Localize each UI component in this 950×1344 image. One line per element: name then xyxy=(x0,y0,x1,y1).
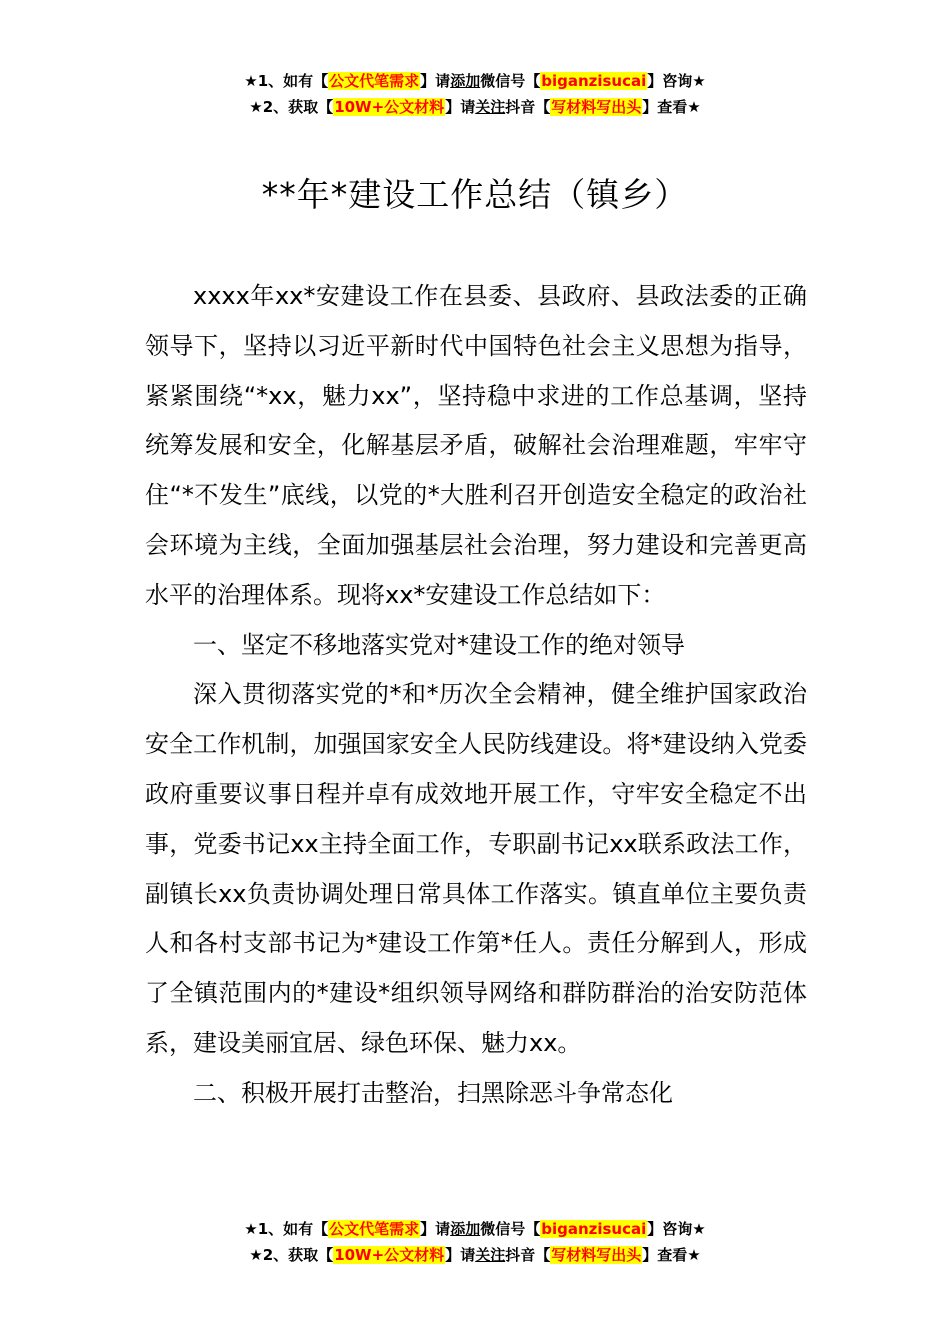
document-title: **年*建设工作总结（镇乡） xyxy=(261,175,689,214)
banner-highlight: 10W+公文材料 xyxy=(334,98,445,116)
banner-underlined: 添加 xyxy=(450,72,481,90)
banner-text: 】查看★ xyxy=(642,1246,701,1264)
banner-text: ★2、获取【 xyxy=(249,98,334,116)
bottom-banner xyxy=(0,1216,950,1268)
banner-highlight: 写材料写出头 xyxy=(551,1246,642,1264)
banner-underlined: 添加 xyxy=(450,1220,481,1238)
banner-text: 】请 xyxy=(420,1220,451,1238)
banner-underlined: 关注 xyxy=(475,1246,506,1264)
banner-line-1 xyxy=(0,68,950,94)
banner-underlined: 关注 xyxy=(475,98,506,116)
banner-highlight: 公文代笔需求 xyxy=(329,1220,420,1238)
banner-highlight: 10W+公文材料 xyxy=(334,1246,445,1264)
banner-text: ★1、如有【 xyxy=(244,72,329,90)
banner-text: 抖音【 xyxy=(505,98,551,116)
banner-text: 抖音【 xyxy=(505,1246,551,1264)
document-body xyxy=(145,272,807,1119)
banner-text: 】请 xyxy=(445,98,476,116)
banner-text: 】咨询★ xyxy=(647,72,706,90)
banner-text: ★1、如有【 xyxy=(244,1220,329,1238)
banner-line-2 xyxy=(0,1242,950,1268)
banner-text: ★2、获取【 xyxy=(249,1246,334,1264)
banner-text: 】咨询★ xyxy=(647,1220,706,1238)
banner-highlight: 公文代笔需求 xyxy=(329,72,420,90)
paragraph-intro: xxxx年xx*安建设工作在县委、县政府、县政法委的正确领导下，坚持以习近平新时代中国特色社会主义思想为指导，紧紧围绕“*xx，魅力xx”，坚持稳中求进的工作总基调，坚持统筹发展和安全，化解基层矛盾，破解社会治理难题，牢牢守住“*不发生”底线，以党的*大胜利召开创造安全稳定的政治社会环境为主线，全面加强基层社会治理，努力建设和完善更高水平的治理体系。现将xx*安建设工作总结如下： xyxy=(145,282,807,609)
banner-highlight: biganzisucai xyxy=(541,1220,647,1238)
paragraph-section-1: 深入贯彻落实党的*和*历次全会精神，健全维护国家政治安全工作机制，加强国家安全人民防线建设。将*建设纳入党委政府重要议事日程并卓有成效地开展工作，守牢安全稳定不出事，党委书记xx主持全面工作，专职副书记xx联系政法工作，副镇长xx负责协调处理日常具体工作落实。镇直单位主要负责人和各村支部书记为*建设工作第*任人。责任分解到人，形成了全镇范围内的*建设*组织领导网络和群防群治的治安防范体系，建设美丽宜居、绿色环保、魅力xx。 xyxy=(145,680,807,1057)
banner-text: 微信号【 xyxy=(480,1220,541,1238)
banner-text: 微信号【 xyxy=(480,72,541,90)
section-heading-1: 一、坚定不移地落实党对*建设工作的绝对领导 xyxy=(193,630,685,659)
banner-text: 】请 xyxy=(445,1246,476,1264)
section-heading-2: 二、积极开展打击整治，扫黑除恶斗争常态化 xyxy=(193,1078,673,1107)
banner-highlight: 写材料写出头 xyxy=(551,98,642,116)
banner-line-1 xyxy=(0,1216,950,1242)
banner-text: 】请 xyxy=(420,72,451,90)
banner-text: 】查看★ xyxy=(642,98,701,116)
banner-line-2 xyxy=(0,94,950,120)
top-banner xyxy=(0,68,950,120)
banner-highlight: biganzisucai xyxy=(541,72,647,90)
